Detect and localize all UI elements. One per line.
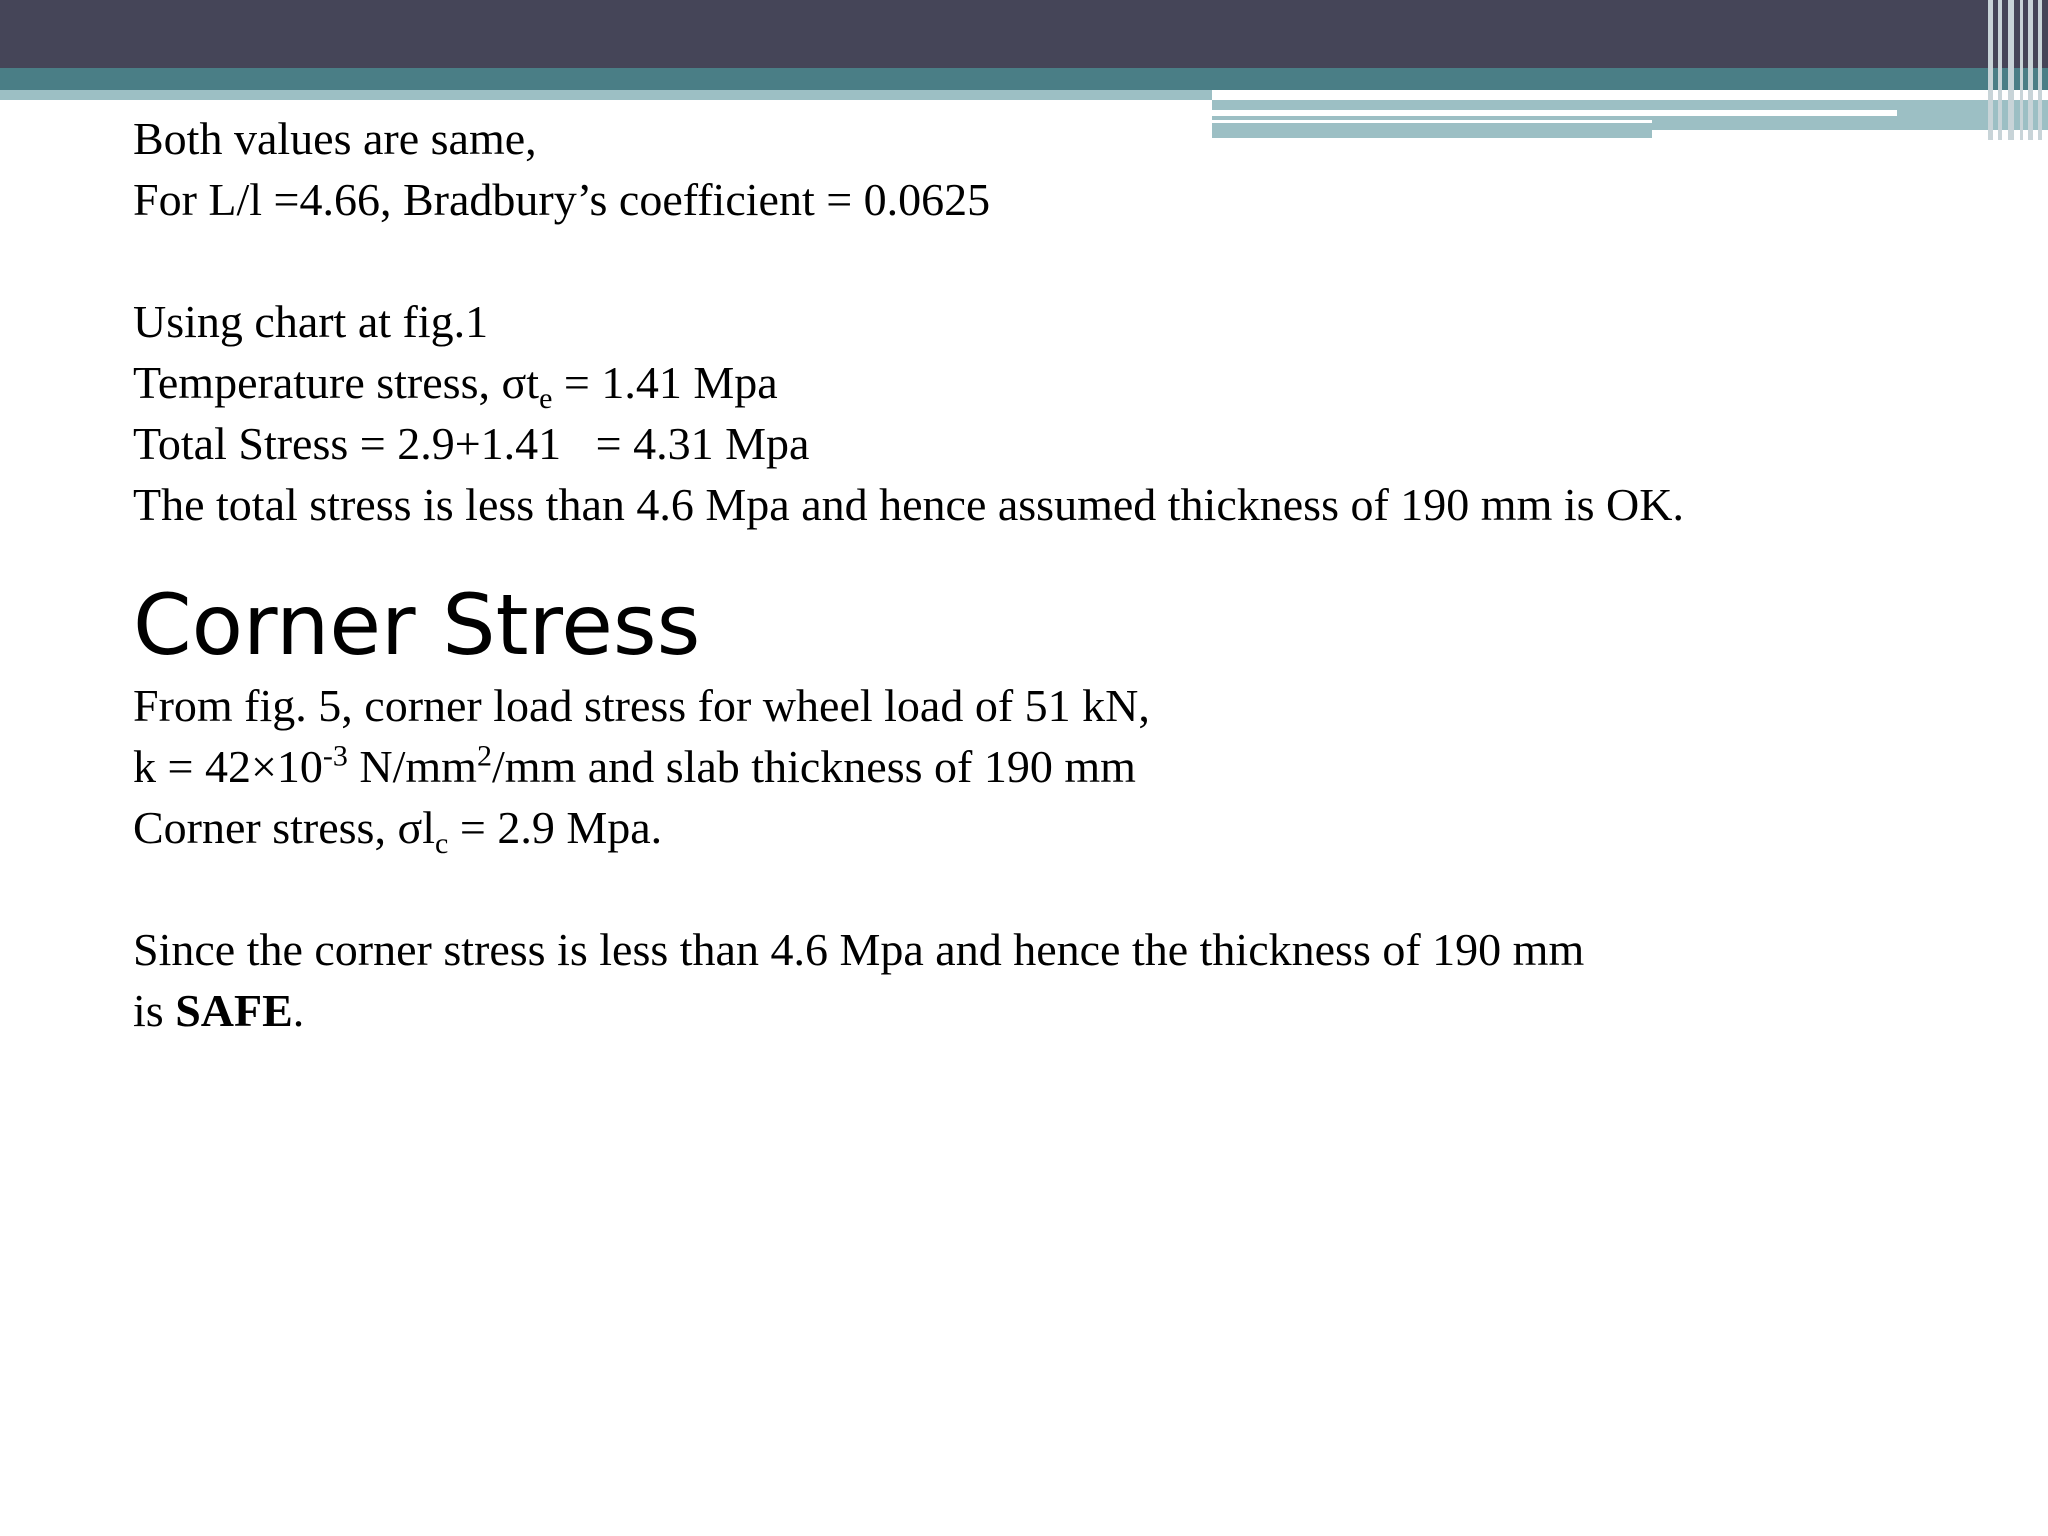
banner-light-band-left <box>0 90 1212 100</box>
text-line-safe-verdict: is SAFE. <box>133 985 305 1036</box>
text-line-bradbury-coefficient: For L/l =4.66, Bradbury’s coefficient = 0.0625 <box>133 174 991 225</box>
text-line-temperature-stress: Temperature stress, $\sigma t_e = 1.41$ Mpa <box>133 357 778 416</box>
section-heading-corner-stress: Corner Stress <box>133 576 701 674</box>
text-line-total-stress-conclusion: The total stress is less than 4.6 Mpa and hence assumed thickness of 190 mm is OK. <box>133 479 1684 530</box>
spacer <box>133 858 2033 919</box>
banner-teal-band <box>0 68 2048 90</box>
text-line-corner-stress-conclusion: Since the corner stress is less than 4.6 Mpa and hence the thickness of 190 mm <box>133 924 1585 975</box>
spacer <box>133 230 2033 291</box>
text-line-total-stress: Total Stress = 2.9+1.41 = 4.31 Mpa <box>133 418 810 469</box>
safe-label: SAFE <box>175 985 293 1036</box>
banner-dark-band <box>0 0 2048 68</box>
text-line-chart-reference: Using chart at fig.1 <box>133 296 489 347</box>
text-line-corner-stress-value: Corner stress, $\sigma l_c = 2.9$ Mpa. <box>133 802 663 861</box>
slide-content <box>133 108 2033 1041</box>
text-line-k-value: $k = 42\times 10^{-3}$ $N/mm^2/mm$ and slab thickness of 190 mm <box>133 739 1136 792</box>
spacer <box>133 535 2033 575</box>
text-line-both-values: Both values are same, <box>133 113 537 164</box>
text-line-corner-load-stress: From fig. 5, corner load stress for wheel load of 51 kN, <box>133 680 1150 731</box>
